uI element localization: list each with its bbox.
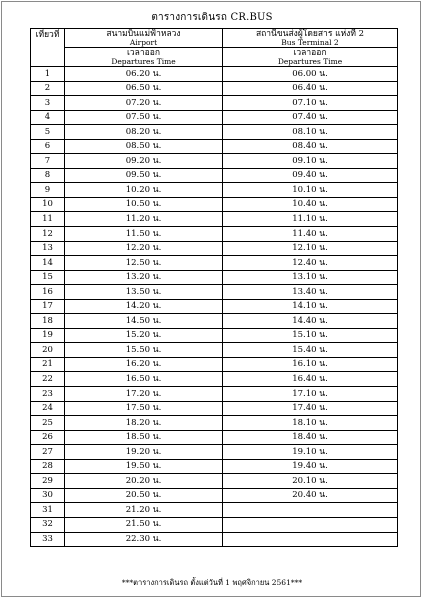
airport-departure-time: 12.50 น.: [65, 256, 223, 271]
trip-number: 30: [31, 488, 65, 503]
trip-number: 19: [31, 328, 65, 343]
trip-number: 23: [31, 387, 65, 402]
table-row: [31, 67, 398, 82]
trip-number: 12: [31, 227, 65, 242]
trip-number: 13: [31, 241, 65, 256]
bus-terminal-departure-time: 14.40 น.: [223, 314, 398, 329]
trip-number: 9: [31, 183, 65, 198]
bus-terminal-departure-time: 10.40 น.: [223, 197, 398, 212]
trip-number: 25: [31, 416, 65, 431]
empty-cell: [223, 503, 398, 518]
trip-number: 22: [31, 372, 65, 387]
airport-header-english: Airport: [129, 37, 158, 47]
bus-terminal-departure-time: 15.10 น.: [223, 328, 398, 343]
airport-departure-time: 14.50 น.: [65, 314, 223, 329]
table-row: [31, 445, 398, 460]
table-row: [31, 503, 398, 518]
trip-number: 26: [31, 430, 65, 445]
trip-number: 17: [31, 299, 65, 314]
bus-terminal-departure-time: 10.10 น.: [223, 183, 398, 198]
airport-departure-time: 06.20 น.: [65, 67, 223, 82]
table-row: [31, 227, 398, 242]
airport-departure-time: 07.50 น.: [65, 110, 223, 125]
empty-cell: [223, 532, 398, 547]
table-row: [31, 125, 398, 140]
bus-terminal-departure-time: 15.40 น.: [223, 343, 398, 358]
airport-departure-time: 19.50 น.: [65, 459, 223, 474]
table-row: [31, 387, 398, 402]
airport-departure-time: 12.20 น.: [65, 241, 223, 256]
airport-departure-time: 17.50 น.: [65, 401, 223, 416]
airport-departure-time: 10.20 น.: [65, 183, 223, 198]
trip-number: 27: [31, 445, 65, 460]
footer-note: ***ตารางการเดินรถ ตั้งแต่วันที่ 1 พฤศจิกายน 2561***: [121, 578, 303, 587]
airport-departure-time: 15.50 น.: [65, 343, 223, 358]
table-row: [31, 401, 398, 416]
airport-departure-time: 20.20 น.: [65, 474, 223, 489]
airport-departure-time: 06.50 น.: [65, 81, 223, 96]
bus-terminal-departure-time: 12.40 น.: [223, 256, 398, 271]
page-title: ตารางการเดินรถ CR.BUS: [151, 12, 273, 23]
trip-number: 2: [31, 81, 65, 96]
bus-terminal-departure-time: 19.10 น.: [223, 445, 398, 460]
trip-number: 15: [31, 270, 65, 285]
airport-header-thai: สนามบินแม่ฟ้าหลวง: [106, 29, 181, 39]
subheader-row: [31, 48, 398, 67]
airport-departure-time: 09.20 น.: [65, 154, 223, 169]
table-row: [31, 212, 398, 227]
table-row: [31, 81, 398, 96]
bus-terminal-departure-time: 17.10 น.: [223, 387, 398, 402]
bus-departure-header: [223, 48, 398, 67]
airport-departure-time: 10.50 น.: [65, 197, 223, 212]
table-row: [31, 154, 398, 169]
bus-terminal-departure-time: 13.10 น.: [223, 270, 398, 285]
trip-number: 16: [31, 285, 65, 300]
bus-terminal-departure-time: 20.10 น.: [223, 474, 398, 489]
table-row: [31, 256, 398, 271]
bus-terminal-departure-time: 16.10 น.: [223, 357, 398, 372]
trip-number: 5: [31, 125, 65, 140]
airport-departure-time: 18.20 น.: [65, 416, 223, 431]
airport-departure-time: 13.20 น.: [65, 270, 223, 285]
trip-number: 10: [31, 197, 65, 212]
trip-number: 3: [31, 96, 65, 111]
airport-header: [65, 29, 223, 48]
table-row: [31, 474, 398, 489]
table-row: [31, 430, 398, 445]
table-row: [31, 96, 398, 111]
table-row: [31, 270, 398, 285]
bus-terminal-departure-time: 19.40 น.: [223, 459, 398, 474]
airport-departure-header: [65, 48, 223, 67]
airport-departure-time: 09.50 น.: [65, 168, 223, 183]
airport-departure-time: 15.20 น.: [65, 328, 223, 343]
trip-number: 33: [31, 532, 65, 547]
trip-number: 28: [31, 459, 65, 474]
bus-terminal-departure-time: 17.40 น.: [223, 401, 398, 416]
empty-cell: [223, 517, 398, 532]
trip-number: 24: [31, 401, 65, 416]
trip-number: 4: [31, 110, 65, 125]
bus-terminal-departure-time: 16.40 น.: [223, 372, 398, 387]
bus-terminal-header-english: Bus Terminal 2: [281, 37, 339, 47]
bus-terminal-departure-time: 07.10 น.: [223, 96, 398, 111]
table-row: [31, 517, 398, 532]
table-row: [31, 299, 398, 314]
bus-terminal-departure-time: 08.40 น.: [223, 139, 398, 154]
airport-departure-time: 07.20 น.: [65, 96, 223, 111]
table-row: [31, 197, 398, 212]
table-row: [31, 372, 398, 387]
bus-terminal-departure-time: 12.10 น.: [223, 241, 398, 256]
trip-number: 11: [31, 212, 65, 227]
table-row: [31, 328, 398, 343]
bus-terminal-departure-time: 14.10 น.: [223, 299, 398, 314]
airport-departure-time: 21.20 น.: [65, 503, 223, 518]
departure-label-english: Departures Time: [111, 56, 176, 66]
table-row: [31, 488, 398, 503]
trip-number: 1: [31, 67, 65, 82]
table-row: [31, 416, 398, 431]
bus-terminal-departure-time: 07.40 น.: [223, 110, 398, 125]
trip-number: 6: [31, 139, 65, 154]
bus-terminal-departure-time: 08.10 น.: [223, 125, 398, 140]
airport-departure-time: 22.30 น.: [65, 532, 223, 547]
trip-number: 14: [31, 256, 65, 271]
table-row: [31, 532, 398, 547]
bus-terminal-departure-time: 09.40 น.: [223, 168, 398, 183]
table-row: [31, 314, 398, 329]
airport-departure-time: 16.20 น.: [65, 357, 223, 372]
table-row: [31, 357, 398, 372]
departure-label-english: Departures Time: [277, 56, 343, 66]
airport-departure-time: 13.50 น.: [65, 285, 223, 300]
trip-number: 18: [31, 314, 65, 329]
airport-departure-time: 14.20 น.: [65, 299, 223, 314]
bus-terminal-departure-time: 06.00 น.: [223, 67, 398, 82]
table-row: [31, 110, 398, 125]
trip-number: 29: [31, 474, 65, 489]
table-row: [31, 139, 398, 154]
table-row: [31, 241, 398, 256]
airport-departure-time: 08.20 น.: [65, 125, 223, 140]
bus-terminal-header: [223, 29, 398, 48]
departure-label-thai: เวลาออก: [293, 48, 327, 58]
airport-departure-time: 20.50 น.: [65, 488, 223, 503]
table-row: [31, 459, 398, 474]
airport-departure-time: 08.50 น.: [65, 139, 223, 154]
airport-departure-time: 19.20 น.: [65, 445, 223, 460]
airport-departure-time: 18.50 น.: [65, 430, 223, 445]
airport-departure-time: 17.20 น.: [65, 387, 223, 402]
airport-departure-time: 11.50 น.: [65, 227, 223, 242]
bus-terminal-departure-time: 20.40 น.: [223, 488, 398, 503]
bus-terminal-departure-time: 11.10 น.: [223, 212, 398, 227]
bus-terminal-departure-time: 18.10 น.: [223, 416, 398, 431]
trip-number: 7: [31, 154, 65, 169]
bus-terminal-departure-time: 18.40 น.: [223, 430, 398, 445]
table-row: [31, 168, 398, 183]
departure-label-thai: เวลาออก: [126, 48, 161, 58]
bus-terminal-departure-time: 06.40 น.: [223, 81, 398, 96]
trip-number: 21: [31, 357, 65, 372]
trip-number: 32: [31, 517, 65, 532]
airport-departure-time: 11.20 น.: [65, 212, 223, 227]
trip-number: 8: [31, 168, 65, 183]
bus-terminal-header-thai: สถานีขนส่งผู้โดยสาร แห่งที่ 2: [255, 29, 365, 39]
bus-terminal-departure-time: 13.40 น.: [223, 285, 398, 300]
bus-terminal-departure-time: 11.40 น.: [223, 227, 398, 242]
bus-terminal-departure-time: 09.10 น.: [223, 154, 398, 169]
header-row: [31, 29, 398, 48]
trip-number: 20: [31, 343, 65, 358]
airport-departure-time: 16.50 น.: [65, 372, 223, 387]
schedule-table: [30, 28, 398, 547]
table-row: [31, 343, 398, 358]
table-row: [31, 183, 398, 198]
airport-departure-time: 21.50 น.: [65, 517, 223, 532]
table-row: [31, 285, 398, 300]
trip-number: 31: [31, 503, 65, 518]
trip-header: เที่ยวที่: [31, 29, 65, 67]
